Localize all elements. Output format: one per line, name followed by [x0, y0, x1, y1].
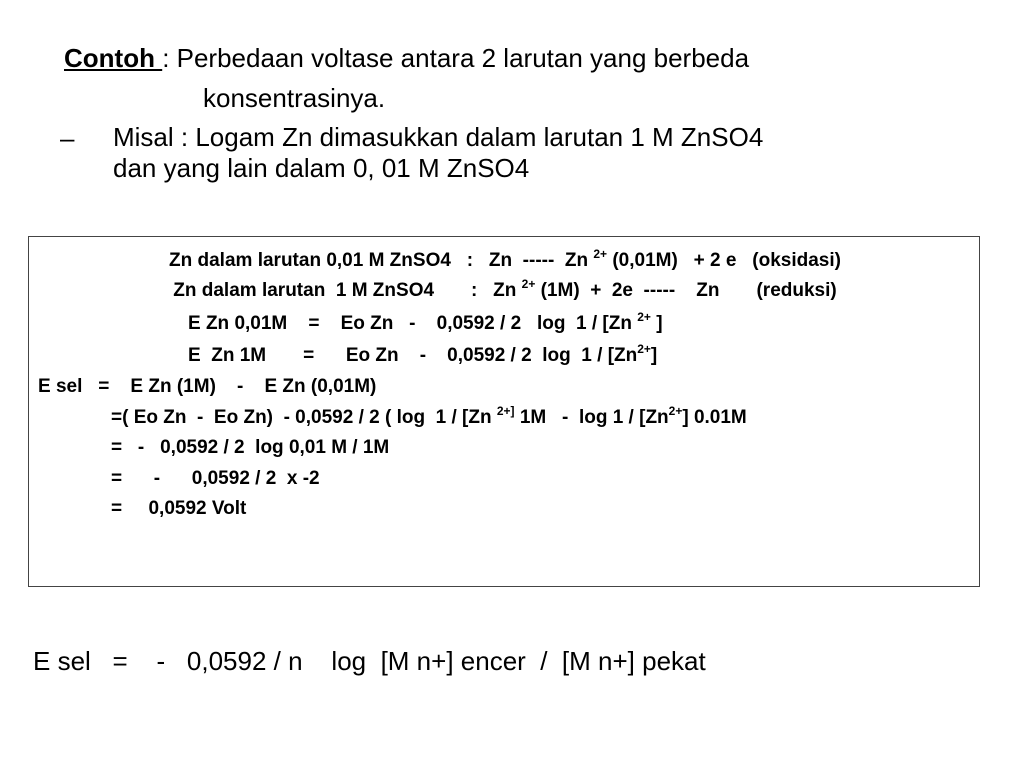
calc-line-expansion	[111, 403, 747, 430]
calc-text: ]	[650, 313, 663, 334]
calc-line-reduction	[29, 276, 981, 303]
calc-text: (0,01M) + 2 e (oksidasi)	[607, 250, 841, 271]
calc-text: 1M - log 1 / [Zn	[514, 407, 669, 428]
bullet-dash: –	[60, 123, 75, 153]
heading-text: : Perbedaan voltase antara 2 larutan yang berbeda	[162, 43, 750, 73]
calc-text: ]	[650, 345, 658, 366]
calc-line-oxidation	[29, 246, 981, 273]
calc-superscript: 2+	[668, 403, 683, 418]
calc-text: =( Eo Zn - Eo Zn) - 0,0592 / 2 ( log 1 / [Zn	[111, 407, 497, 428]
contoh-label: Contoh	[64, 43, 163, 73]
calc-superscript: 2+]	[496, 403, 515, 418]
heading-continuation: konsentrasinya.	[203, 83, 386, 113]
calc-line-log-ratio: = - 0,0592 / 2 log 0,01 M / 1M	[111, 437, 390, 458]
calc-text: Zn dalam larutan 1 M ZnSO4 : Zn	[173, 280, 522, 301]
calc-superscript: 2+	[637, 341, 651, 356]
calc-superscript: 2+	[593, 246, 608, 261]
calc-text: Zn dalam larutan 0,01 M ZnSO4 : Zn ----- Zn	[169, 250, 594, 271]
calc-line-result: = 0,0592 Volt	[111, 498, 247, 519]
calc-text: E Zn 0,01M = Eo Zn - 0,0592 / 2 log 1 / [Zn	[188, 313, 638, 334]
calc-superscript: 2+	[637, 309, 651, 324]
heading-line	[64, 42, 749, 74]
calc-line-e-sel: E sel = E Zn (1M) - E Zn (0,01M)	[38, 376, 377, 397]
calc-text: (1M) + 2e ----- Zn (reduksi)	[535, 280, 837, 301]
calc-superscript: 2+	[521, 276, 536, 291]
calc-line-times: = - 0,0592 / 2 x -2	[111, 468, 320, 489]
calc-text: ] 0.01M	[682, 407, 747, 428]
bullet-text	[113, 122, 763, 184]
general-formula: E sel = - 0,0592 / n log [M n+] encer / [M n+] pekat	[33, 646, 706, 676]
calc-line-e-zn-1m	[188, 341, 658, 368]
bullet-line-2: dan yang lain dalam 0, 01 M ZnSO4	[113, 153, 530, 183]
calc-text: E Zn 1M = Eo Zn - 0,0592 / 2 log 1 / [Zn	[188, 345, 638, 366]
bullet-line-1: Misal : Logam Zn dimasukkan dalam larutan 1 M ZnSO4	[113, 122, 764, 152]
calculation-box	[28, 236, 980, 587]
calc-line-e-zn-001	[188, 309, 663, 336]
